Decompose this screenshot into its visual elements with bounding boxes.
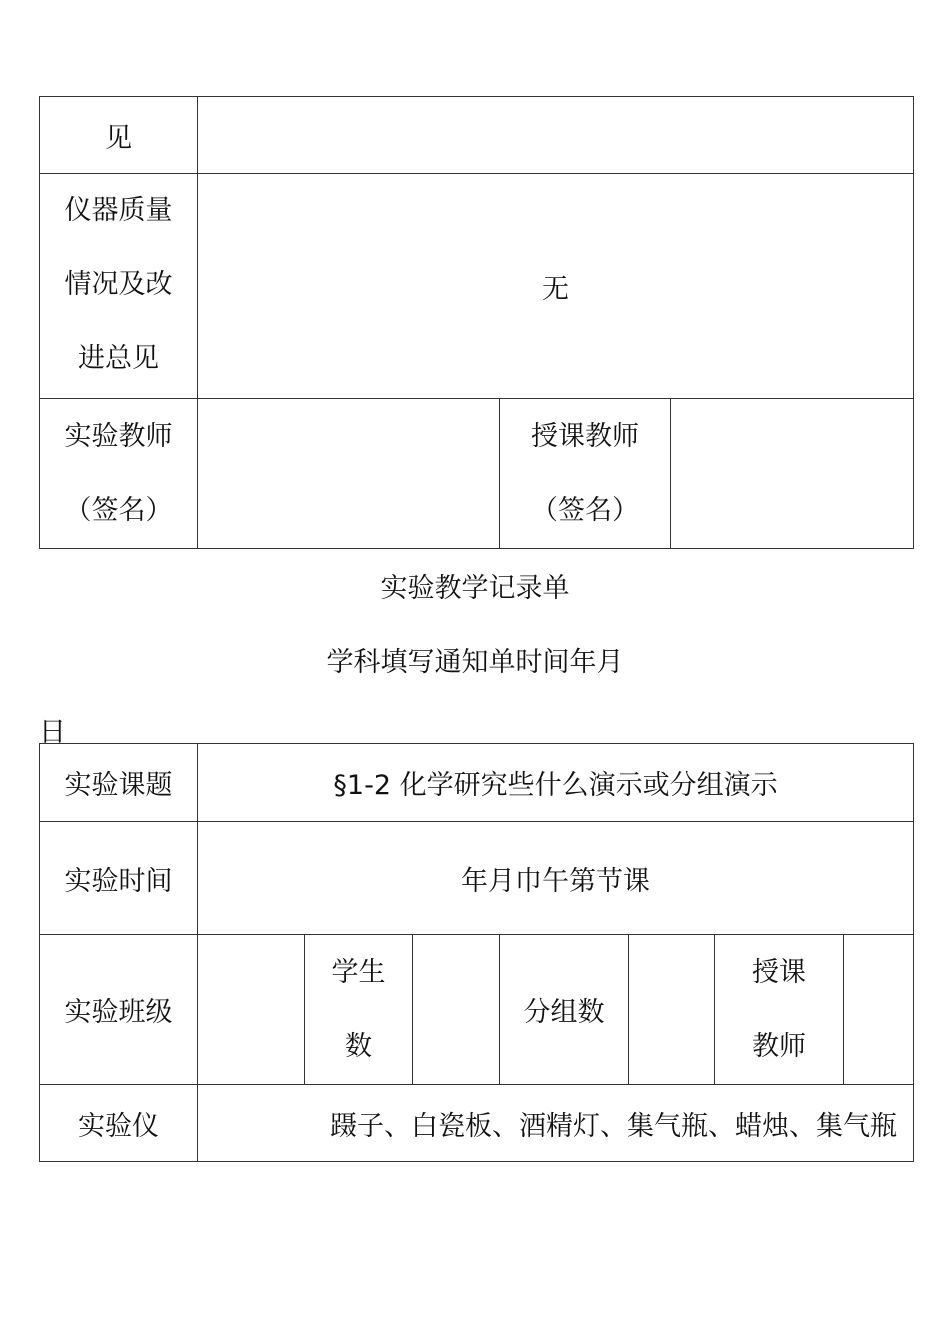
teacher-label-line-2: 教师 xyxy=(752,1030,806,1062)
record-table xyxy=(39,743,914,1162)
lab-teacher-signature-cell xyxy=(198,399,500,549)
course-teacher-signature-cell xyxy=(671,399,914,549)
students-value-cell xyxy=(413,935,500,1085)
class-row xyxy=(40,935,914,1085)
instrument-quality-line-2: 情况及改 xyxy=(64,269,173,300)
lab-teacher-line-2: （签名） xyxy=(64,494,173,526)
equipment-value xyxy=(198,1085,914,1162)
record-subtitle: 学科填写通知单时间年月 xyxy=(326,647,624,678)
time-label xyxy=(40,822,198,935)
opinion-label-text: 见 xyxy=(105,122,132,154)
topic-value-text: §1-2 化学研究些什么演示或分组演示 xyxy=(333,770,778,801)
groups-label-text: 分组数 xyxy=(523,997,605,1028)
class-value-cell xyxy=(198,935,305,1085)
groups-label xyxy=(500,935,629,1085)
students-label xyxy=(305,935,413,1085)
instrument-quality-row xyxy=(40,174,914,399)
groups-value-cell xyxy=(629,935,715,1085)
lab-teacher-label xyxy=(40,399,198,549)
course-teacher-line-2: （签名） xyxy=(531,494,639,526)
record-title: 实验教学记录单 xyxy=(380,573,570,604)
opinion-label xyxy=(40,97,198,174)
time-row xyxy=(40,822,914,935)
equipment-label-text: 实验仪 xyxy=(78,1110,159,1142)
lab-teacher-line-1: 实验教师 xyxy=(64,420,173,452)
teacher-label-line-1: 授课 xyxy=(752,956,806,988)
course-teacher-label xyxy=(500,399,671,549)
instrument-quality-line-3: 进总见 xyxy=(78,343,159,374)
students-label-line-2: 数 xyxy=(345,1030,372,1062)
topic-label xyxy=(40,744,198,822)
topic-value xyxy=(198,744,914,822)
instrument-quality-value xyxy=(198,174,914,399)
teacher-label xyxy=(715,935,844,1085)
instrument-quality-value-text: 无 xyxy=(542,273,569,305)
instrument-quality-line-1: 仪器质量 xyxy=(64,195,173,226)
signature-row xyxy=(40,399,914,549)
opinion-value-cell xyxy=(198,97,914,174)
class-label-text: 实验班级 xyxy=(64,997,173,1028)
course-teacher-line-1: 授课教师 xyxy=(531,420,639,452)
time-value-text: 年月巾午第节课 xyxy=(461,865,651,897)
time-value xyxy=(198,822,914,935)
equipment-value-text: 蹑子、白瓷板、酒精灯、集气瓶、蜡烛、集气瓶 xyxy=(330,1110,898,1142)
equipment-label xyxy=(40,1085,198,1162)
students-label-line-1: 学生 xyxy=(331,956,386,988)
instrument-quality-label xyxy=(40,174,198,399)
topic-label-text: 实验课题 xyxy=(64,770,173,801)
time-label-text: 实验时间 xyxy=(64,865,173,897)
class-label xyxy=(40,935,198,1085)
topic-row xyxy=(40,744,914,822)
opinion-row xyxy=(40,97,914,174)
teacher-value-cell xyxy=(844,935,914,1085)
top-form-table xyxy=(39,96,914,549)
record-day: 日 xyxy=(39,717,66,748)
equipment-row xyxy=(40,1085,914,1162)
